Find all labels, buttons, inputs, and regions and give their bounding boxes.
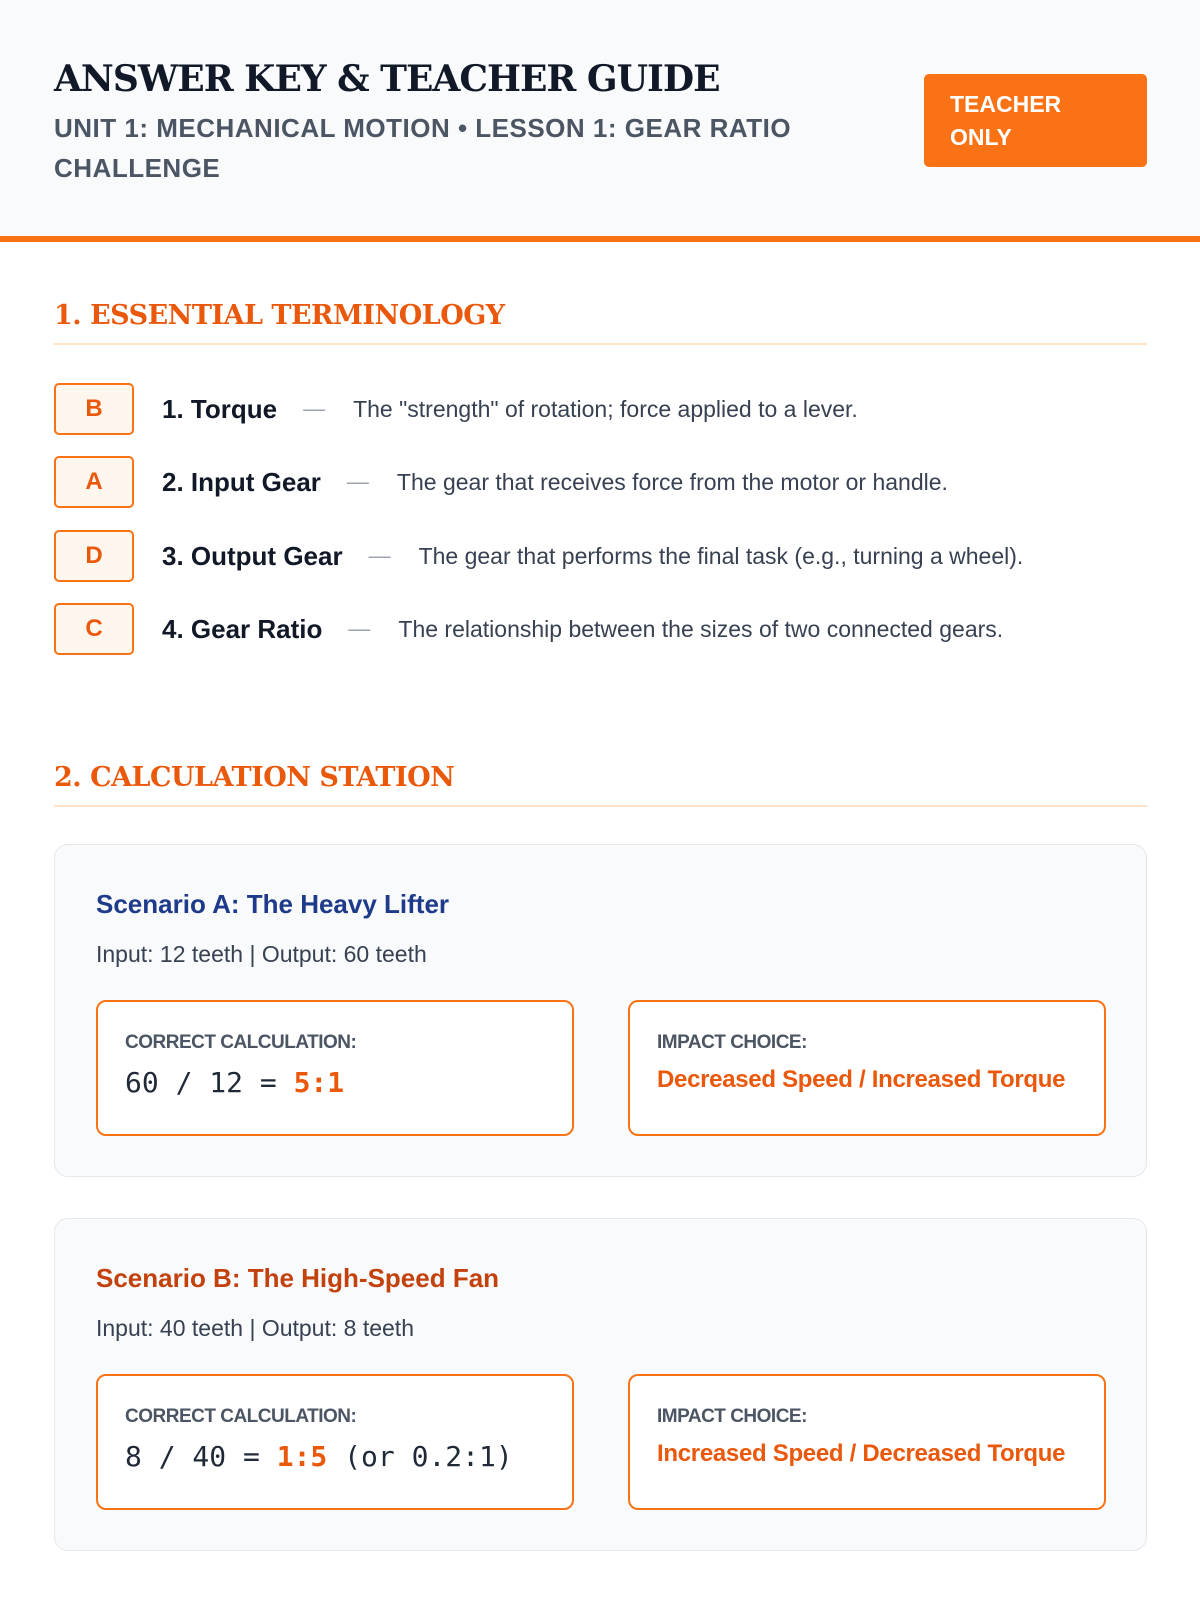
calculation-prefix: 8 / 40 = [125,1440,277,1473]
impact-answer: Decreased Speed / Increased Torque [657,1066,1066,1093]
term-definition: The relationship between the sizes of two connected gears. [398,615,1004,642]
answer-letter: A [54,456,134,508]
answer-letter: B [54,383,134,435]
answer-letter: C [54,603,134,655]
calculation-label: CORRECT CALCULATION: [125,1032,357,1053]
scenario-info: Input: 40 teeth | Output: 8 teeth [96,1315,414,1341]
answer-letter: D [54,530,134,582]
term-name: 2. Input Gear [162,466,321,497]
calculation-suffix: (or 0.2:1) [327,1440,513,1473]
term-separator: — [348,616,371,641]
term-name: 3. Output Gear [162,540,343,571]
term-row [54,456,948,508]
impact-answer: Increased Speed / Decreased Torque [657,1440,1066,1467]
scenario-title: Scenario B: The High-Speed Fan [96,1263,500,1293]
terminology-section-title: 1. ESSENTIAL TERMINOLOGY [54,300,1147,345]
calculation-expression [125,1440,513,1473]
term-definition: The gear that performs the final task (e.g., turning a wheel). [418,542,1024,569]
term-separator: — [346,469,369,494]
term-row [54,603,1003,655]
impact-answer-box [628,1000,1106,1136]
scenario-title: Scenario A: The Heavy Lifter [96,889,450,919]
term-name: 4. Gear Ratio [162,613,323,644]
term-separator: — [368,543,391,568]
page-title: ANSWER KEY & TEACHER GUIDE [54,58,720,100]
scenario-info: Input: 12 teeth | Output: 60 teeth [96,941,427,967]
term-definition: The gear that receives force from the motor or handle. [396,468,948,495]
term-row [54,530,1023,582]
scenario-card-a [54,844,1147,1177]
term-name: 1. Torque [162,393,278,424]
impact-label: IMPACT CHOICE: [657,1406,807,1427]
scenario-card-b [54,1218,1147,1551]
term-separator: — [303,396,326,421]
calculation-label: CORRECT CALCULATION: [125,1406,357,1427]
calculation-answer-box [96,1000,574,1136]
term-definition: The "strength" of rotation; force applied to a lever. [353,395,858,422]
teacher-only-badge: TEACHER ONLY [924,74,1147,167]
calculation-section-title: 2. CALCULATION STATION [54,762,1147,807]
term-row [54,383,858,435]
calculation-answer: 5:1 [293,1066,345,1099]
calculation-answer-box [96,1374,574,1510]
page-header [0,0,1200,242]
impact-label: IMPACT CHOICE: [657,1032,807,1053]
calculation-expression [125,1066,344,1099]
impact-answer-box [628,1374,1106,1510]
calculation-answer: 1:5 [276,1440,328,1473]
page-subtitle: UNIT 1: MECHANICAL MOTION • LESSON 1: GEAR RATIO CHALLENGE [54,113,792,183]
calculation-prefix: 60 / 12 = [125,1066,294,1099]
